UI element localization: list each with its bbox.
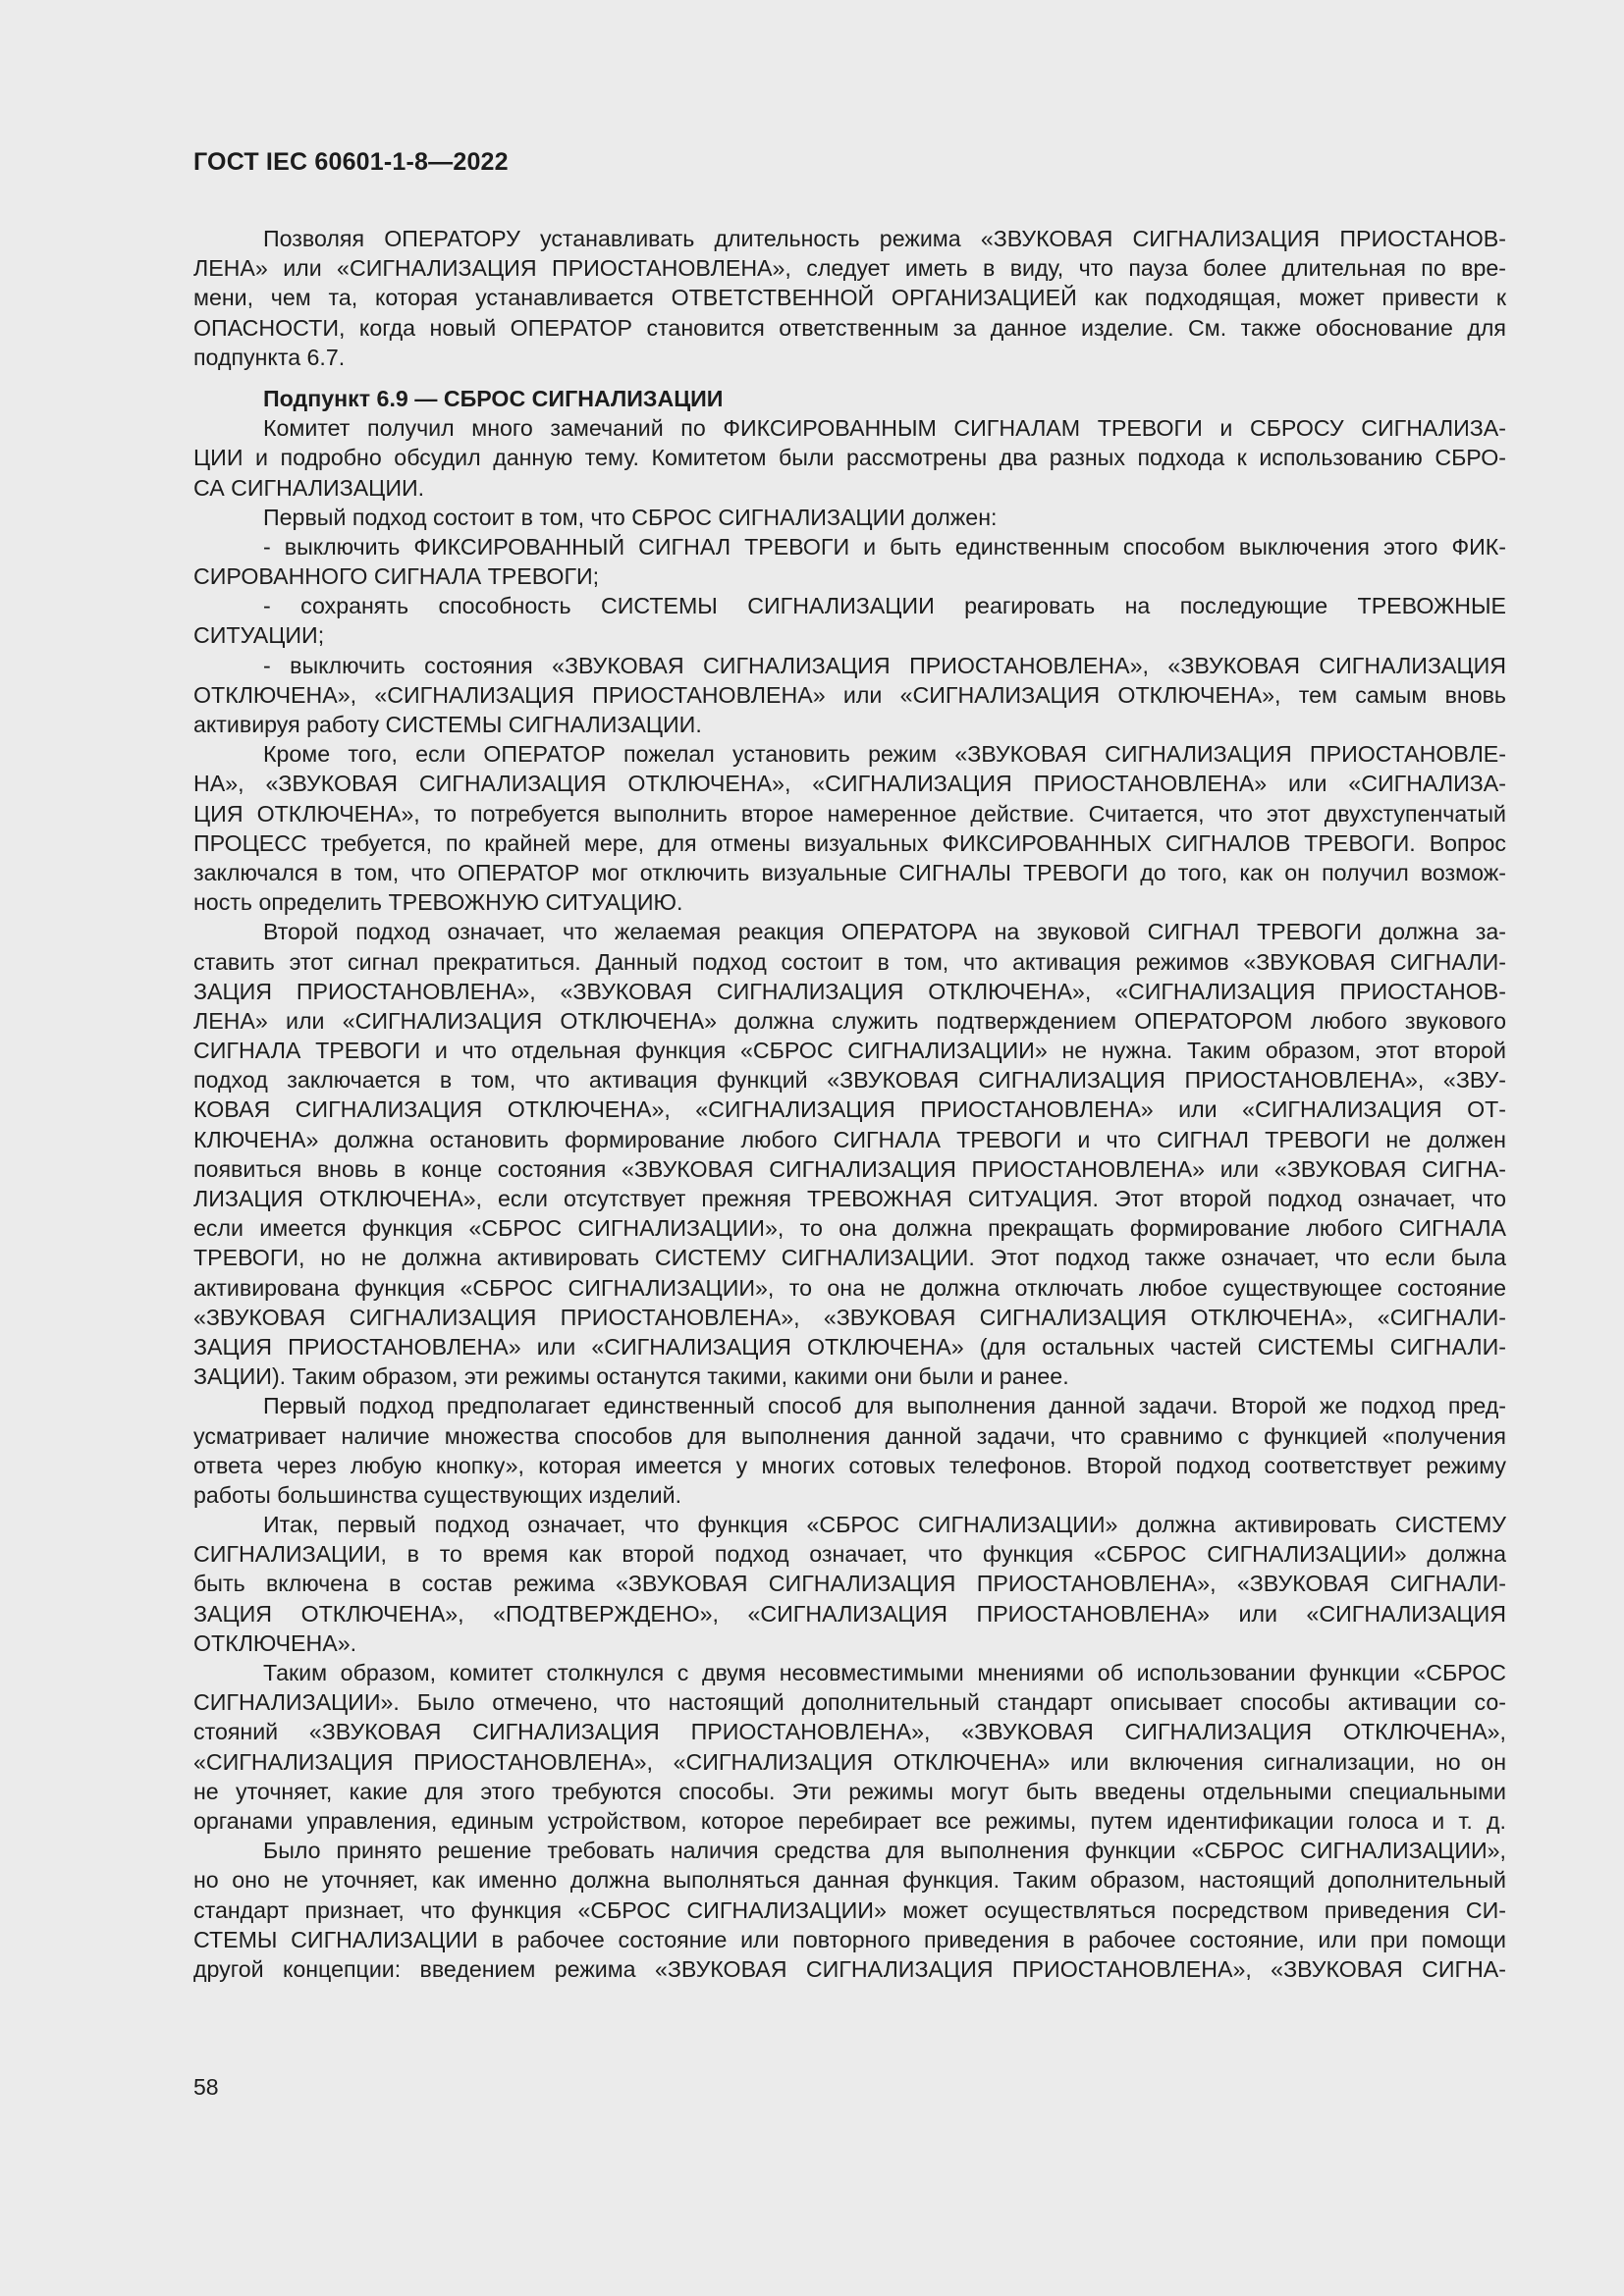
text-line: ПРОЦЕСС требуется, по крайней мере, для отмены визуальных ФИКСИРОВАННЫХ СИГНАЛОВ ТРЕВОГИ. Вопрос: [193, 829, 1506, 856]
text-line: Итак, первый подход означает, что функция «СБРОС СИГНАЛИЗАЦИИ» должна активировать СИСТЕМУ: [263, 1512, 1506, 1538]
list-item-line: - сохранять способность СИСТЕМЫ СИГНАЛИЗАЦИИ реагировать на последующие ТРЕВОЖНЫЕ: [263, 593, 1506, 619]
text-line: КЛЮЧЕНА» должна остановить формирование любого СИГНАЛА ТРЕВОГИ и что СИГНАЛ ТРЕВОГИ не должен: [193, 1126, 1506, 1152]
text-line: СА СИГНАЛИЗАЦИИ.: [193, 474, 425, 501]
list-item-line: активируя работу СИСТЕМЫ СИГНАЛИЗАЦИИ.: [193, 712, 702, 737]
list-item-line: - выключить ФИКСИРОВАННЫЙ СИГНАЛ ТРЕВОГИ и быть единственным способом выключения этого ФИК-: [263, 533, 1506, 560]
text-line: ЛИЗАЦИЯ ОТКЛЮЧЕНА», если отсутствует прежняя ТРЕВОЖНАЯ СИТУАЦИЯ. Этот второй подход означает, что: [193, 1186, 1506, 1211]
text-line: стандарт признает, что функция «СБРОС СИГНАЛИЗАЦИИ» может осуществляться посредством приведения СИ-: [193, 1896, 1506, 1923]
text-line: не уточняет, какие для этого требуются способы. Эти режимы могут быть введены отдельными специальными: [193, 1778, 1506, 1804]
text-line: «ЗВУКОВАЯ СИГНАЛИЗАЦИЯ ПРИОСТАНОВЛЕНА», «ЗВУКОВАЯ СИГНАЛИЗАЦИЯ ОТКЛЮЧЕНА», «СИГНАЛИ-: [193, 1304, 1506, 1330]
text-line: ответа через любую кнопку», которая имеется у многих сотовых телефонов. Второй подход соответствует режиму: [193, 1452, 1506, 1478]
text-line: ЗАЦИЯ ПРИОСТАНОВЛЕНА» или «СИГНАЛИЗАЦИЯ ОТКЛЮЧЕНА» (для остальных частей СИСТЕМЫ СИГНАЛИ-: [193, 1333, 1506, 1360]
text-line: СИГНАЛА ТРЕВОГИ и что отдельная функция «СБРОС СИГНАЛИЗАЦИИ» не нужна. Таким образом, этот второй: [193, 1038, 1506, 1064]
text-line: усматривает наличие множества способов для выполнения данной задачи, что сравнимо с функцией «получения: [193, 1422, 1506, 1449]
text-line: ЗАЦИИ). Таким образом, эти режимы останутся такими, какими они были и ранее.: [193, 1363, 1069, 1390]
text-line: Таким образом, комитет столкнулся с двумя несовместимыми мнениями об использовании функции «СБРОС: [263, 1660, 1506, 1685]
text-line: Первый подход состоит в том, что СБРОС СИГНАЛИЗАЦИИ должен:: [263, 504, 998, 530]
text-line: ЦИИ и подробно обсудил данную тему. Комитетом были рассмотрены два разных подхода к использованию СБРО-: [193, 445, 1506, 471]
text-line: ОТКЛЮЧЕНА».: [193, 1629, 357, 1656]
text-line: ЛЕНА» или «СИГНАЛИЗАЦИЯ ПРИОСТАНОВЛЕНА», следует иметь в виду, что пауза более длительная по вре-: [193, 255, 1506, 282]
text-line: НА», «ЗВУКОВАЯ СИГНАЛИЗАЦИЯ ОТКЛЮЧЕНА», «СИГНАЛИЗАЦИЯ ПРИОСТАНОВЛЕНА» или «СИГНАЛИЗА-: [193, 771, 1506, 797]
text-line: Было принято решение требовать наличия средства для выполнения функции «СБРОС СИГНАЛИЗАЦИИ»,: [263, 1838, 1506, 1864]
section-heading: Подпункт 6.9 — СБРОС СИГНАЛИЗАЦИИ: [263, 385, 724, 411]
document-body: [193, 224, 1506, 1984]
text-line: подход заключается в том, что активация функций «ЗВУКОВАЯ СИГНАЛИЗАЦИЯ ПРИОСТАНОВЛЕНА», «ЗВУ-: [193, 1067, 1506, 1094]
text-line: ТРЕВОГИ, но не должна активировать СИСТЕМУ СИГНАЛИЗАЦИИ. Этот подход также означает, что если была: [193, 1245, 1506, 1271]
list-item-line: СИРОВАННОГО СИГНАЛА ТРЕВОГИ;: [193, 563, 600, 590]
page-number: 58: [193, 2074, 219, 2100]
text-line: Второй подход означает, что желаемая реакция ОПЕРАТОРА на звуковой СИГНАЛ ТРЕВОГИ должна за-: [263, 919, 1506, 945]
text-line: мени, чем та, которая устанавливается ОТВЕТСТВЕННОЙ ОРГАНИЗАЦИЕЙ как подходящая, может привести к: [193, 285, 1506, 311]
text-line: работы большинства существующих изделий.: [193, 1481, 682, 1508]
list-item-line: - выключить состояния «ЗВУКОВАЯ СИГНАЛИЗАЦИЯ ПРИОСТАНОВЛЕНА», «ЗВУКОВАЯ СИГНАЛИЗАЦИЯ: [263, 652, 1506, 678]
text-line: появиться вновь в конце состояния «ЗВУКОВАЯ СИГНАЛИЗАЦИЯ ПРИОСТАНОВЛЕНА» или «ЗВУКОВАЯ СИГНА-: [193, 1155, 1506, 1182]
text-line: ОПАСНОСТИ, когда новый ОПЕРАТОР становится ответственным за данное изделие. См. также обоснование для: [193, 314, 1506, 341]
text-line: ставить этот сигнал прекратиться. Данный подход состоит в том, что активация режимов «ЗВУКОВАЯ СИГНАЛИ-: [193, 948, 1506, 975]
text-line: ЦИЯ ОТКЛЮЧЕНА», то потребуется выполнить второе намеренное действие. Считается, что этот двухступенчатый: [193, 800, 1506, 827]
list-item-line: ОТКЛЮЧЕНА», «СИГНАЛИЗАЦИЯ ПРИОСТАНОВЛЕНА» или «СИГНАЛИЗАЦИЯ ОТКЛЮЧЕНА», тем самым вновь: [193, 681, 1506, 708]
text-line: если имеется функция «СБРОС СИГНАЛИЗАЦИИ», то она должна прекращать формирование любого СИГНАЛА: [193, 1215, 1506, 1242]
document-header: ГОСТ IEC 60601-1-8—2022: [193, 148, 509, 176]
text-line: органами управления, единым устройством, которое перебирает все режимы, путем идентификации голоса и т. д.: [193, 1807, 1506, 1834]
text-line: подпункта 6.7.: [193, 344, 346, 370]
text-line: ЗАЦИЯ ОТКЛЮЧЕНА», «ПОДТВЕРЖДЕНО», «СИГНАЛИЗАЦИЯ ПРИОСТАНОВЛЕНА» или «СИГНАЛИЗАЦИЯ: [193, 1600, 1506, 1627]
text-line: Первый подход предполагает единственный способ для выполнения данной задачи. Второй же подход пред-: [263, 1393, 1506, 1419]
text-line: ность определить ТРЕВОЖНУЮ СИТУАЦИЮ.: [193, 889, 683, 916]
text-line: СИГНАЛИЗАЦИИ, в то время как второй подход означает, что функция «СБРОС СИГНАЛИЗАЦИИ» должна: [193, 1541, 1506, 1568]
text-line: СИГНАЛИЗАЦИИ». Было отмечено, что настоящий дополнительный стандарт описывает способы активации со-: [193, 1689, 1506, 1716]
text-line: ЛЕНА» или «СИГНАЛИЗАЦИЯ ОТКЛЮЧЕНА» должна служить подтверждением ОПЕРАТОРОМ любого звукового: [193, 1007, 1506, 1034]
text-line: стояний «ЗВУКОВАЯ СИГНАЛИЗАЦИЯ ПРИОСТАНОВЛЕНА», «ЗВУКОВАЯ СИГНАЛИЗАЦИЯ ОТКЛЮЧЕНА»,: [193, 1719, 1506, 1745]
text-line: но оно не уточняет, как именно должна выполняться данная функция. Таким образом, настоящий дополнительный: [193, 1867, 1506, 1894]
list-item-line: СИТУАЦИИ;: [193, 622, 325, 649]
text-line: «СИГНАЛИЗАЦИЯ ПРИОСТАНОВЛЕНА», «СИГНАЛИЗАЦИЯ ОТКЛЮЧЕНА» или включения сигнализации, но он: [193, 1748, 1506, 1775]
text-line: быть включена в состав режима «ЗВУКОВАЯ СИГНАЛИЗАЦИЯ ПРИОСТАНОВЛЕНА», «ЗВУКОВАЯ СИГНАЛИ-: [193, 1571, 1506, 1597]
text-line: заключался в том, что ОПЕРАТОР мог отключить визуальные СИГНАЛЫ ТРЕВОГИ до того, как он получил возмож-: [193, 859, 1506, 885]
text-line: СТЕМЫ СИГНАЛИЗАЦИИ в рабочее состояние или повторного приведения в рабочее состояние, или при помощи: [193, 1926, 1506, 1952]
text-line: Комитет получил много замечаний по ФИКСИРОВАННЫМ СИГНАЛАМ ТРЕВОГИ и СБРОСУ СИГНАЛИЗА-: [263, 415, 1506, 442]
text-line: ЗАЦИЯ ПРИОСТАНОВЛЕНА», «ЗВУКОВАЯ СИГНАЛИЗАЦИЯ ОТКЛЮЧЕНА», «СИГНАЛИЗАЦИЯ ПРИОСТАНОВ-: [193, 978, 1506, 1004]
text-line: КОВАЯ СИГНАЛИЗАЦИЯ ОТКЛЮЧЕНА», «СИГНАЛИЗАЦИЯ ПРИОСТАНОВЛЕНА» или «СИГНАЛИЗАЦИЯ ОТ-: [193, 1096, 1506, 1123]
text-line: Позволяя ОПЕРАТОРУ устанавливать длительность режима «ЗВУКОВАЯ СИГНАЛИЗАЦИЯ ПРИОСТАНОВ-: [263, 226, 1506, 251]
text-line: другой концепции: введением режима «ЗВУКОВАЯ СИГНАЛИЗАЦИЯ ПРИОСТАНОВЛЕНА», «ЗВУКОВАЯ СИГНА-: [193, 1955, 1506, 1982]
text-line: Кроме того, если ОПЕРАТОР пожелал установить режим «ЗВУКОВАЯ СИГНАЛИЗАЦИЯ ПРИОСТАНОВЛЕ-: [263, 741, 1506, 768]
text-line: активирована функция «СБРОС СИГНАЛИЗАЦИИ», то она не должна отключать любое существующее состояние: [193, 1274, 1506, 1301]
